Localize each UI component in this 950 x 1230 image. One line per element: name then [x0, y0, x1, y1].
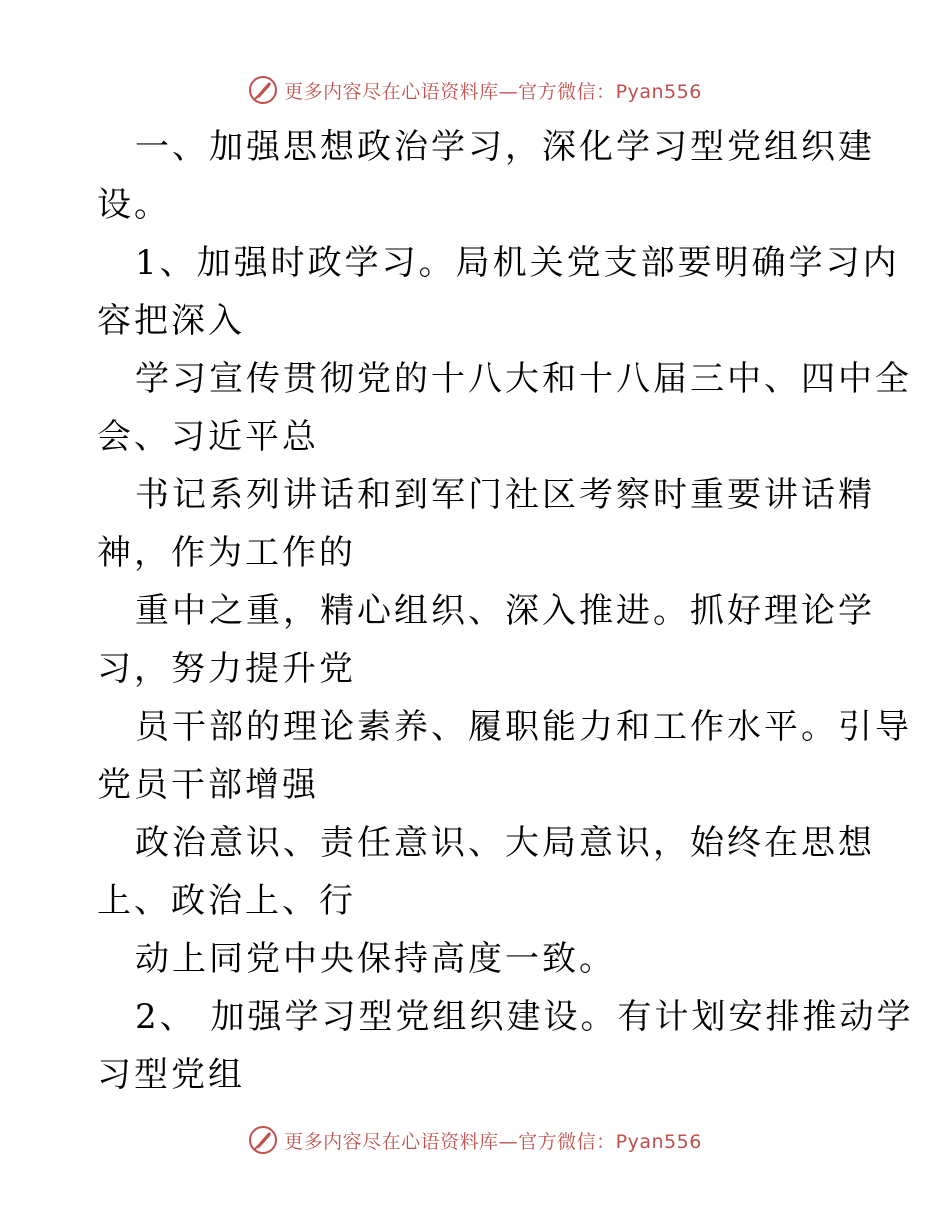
body-line: 上、政治上、行 — [97, 881, 356, 921]
footer-banner — [0, 1120, 950, 1160]
body-line: 设。 — [97, 185, 171, 225]
body-line: 党员干部增强 — [97, 765, 319, 805]
body-line: 会、习近平总 — [97, 417, 319, 457]
quill-pen-logo-icon — [248, 1125, 278, 1155]
body-line: 学习宣传贯彻党的十八大和十八届三中、四中全 — [135, 359, 912, 399]
quill-pen-logo-icon — [248, 75, 278, 105]
body-line: 员干部的理论素养、履职能力和工作水平。引导 — [135, 707, 912, 747]
document-body — [97, 118, 914, 1104]
footer-banner-text: 更多内容尽在心语资料库—官方微信：Pyan556 — [284, 1130, 702, 1153]
body-line: 书记系列讲话和到军门社区考察时重要讲话精 — [135, 475, 875, 515]
header-banner — [0, 70, 950, 110]
body-line: 重中之重，精心组织、深入推进。抓好理论学 — [135, 591, 875, 631]
body-line: 习型党组 — [97, 1055, 245, 1095]
body-line: 2、 加强学习型党组织建设。有计划安排推动学 — [135, 997, 914, 1037]
body-line: 政治意识、责任意识、大局意识，始终在思想 — [135, 823, 875, 863]
body-line: 习，努力提升党 — [97, 649, 356, 689]
body-line: 神，作为工作的 — [97, 533, 356, 573]
body-line: 1、加强时政学习。局机关党支部要明确学习内 — [135, 243, 900, 283]
body-line: 动上同党中央保持高度一致。 — [135, 939, 616, 979]
header-banner-text: 更多内容尽在心语资料库—官方微信：Pyan556 — [284, 80, 702, 103]
section-heading: 一、加强思想政治学习，深化学习型党组织建 — [135, 127, 875, 167]
body-line: 容把深入 — [97, 301, 245, 341]
